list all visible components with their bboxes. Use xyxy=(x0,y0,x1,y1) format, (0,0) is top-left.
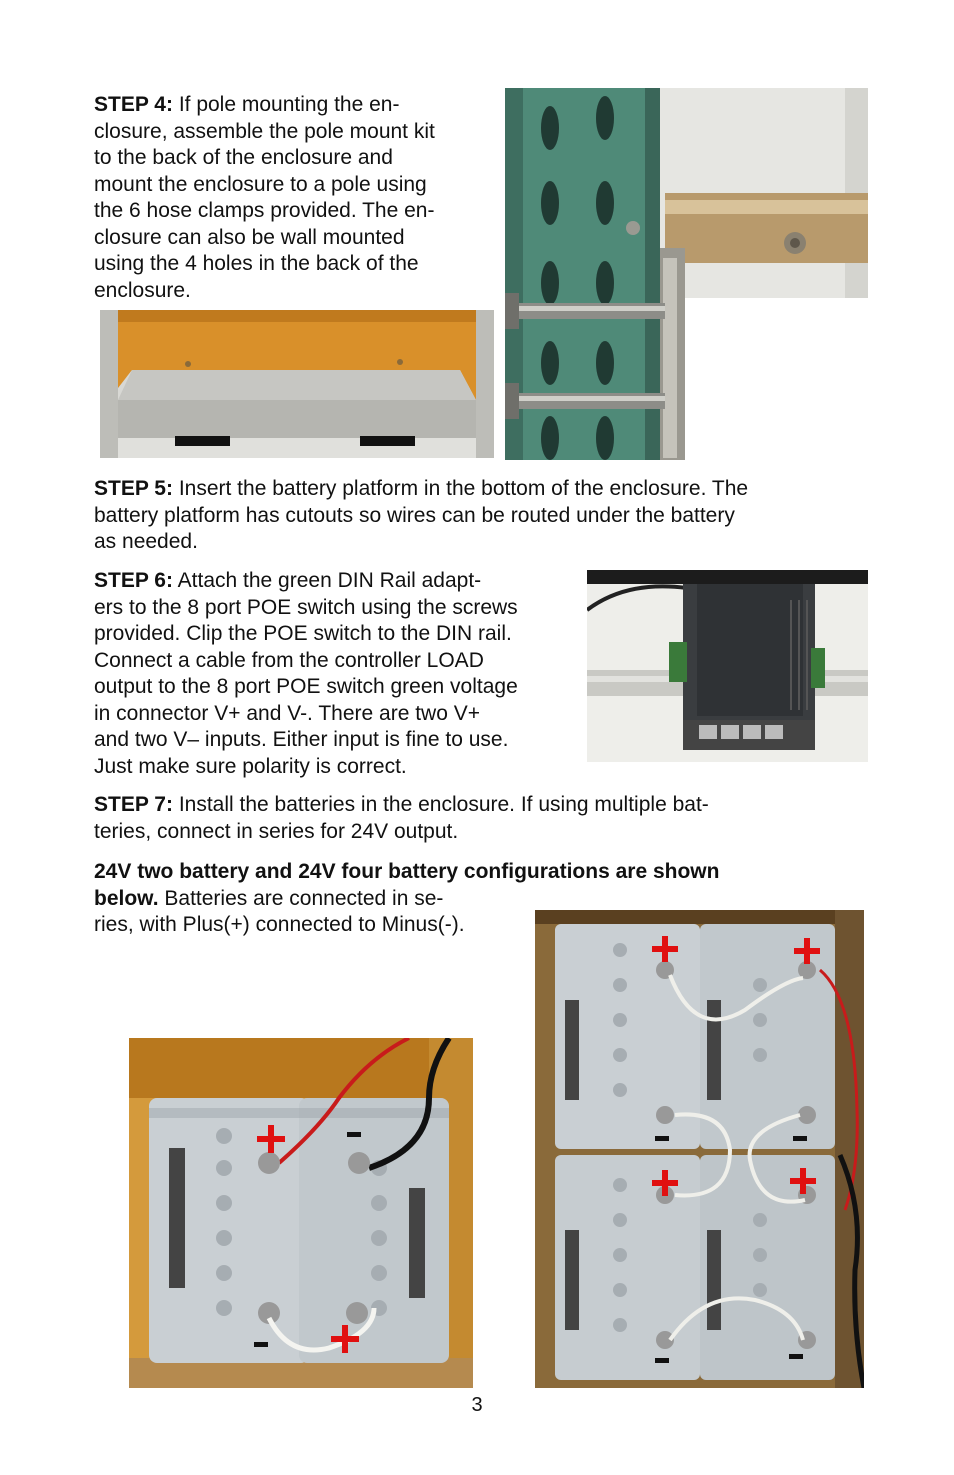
step4-label: STEP 4: xyxy=(94,93,173,116)
minus-marker xyxy=(347,1132,361,1137)
step5-text: STEP 5: Insert the battery platform in the bottom of the enclosure. The battery platform has cutouts so wires can be routed under the battery as needed. xyxy=(94,477,749,553)
config-heading: 24V two battery and 24V four battery configurations are shown xyxy=(94,860,720,883)
step7-text: STEP 7: Install the batteries in the enclosure. If using multiple bat- teries, connect in series for 24V output. xyxy=(94,793,709,843)
step4-text: STEP 4: If pole mounting the en- closure, assemble the pole mount kit to the back of the enclosure and mount the enclosure to a pole using the 6 hose clamps provided. The en- closure can also be wall mounted using the 4 holes in the back of the enclosure. xyxy=(94,93,435,302)
step6-text: STEP 6: Attach the green DIN Rail adapt- ers to the 8 port POE switch using the screws provided. Clip the POE switch to the DIN rail. Connect a cable from the controller LOAD output to the 8 port POE switch green voltage in connector V+ and V-. There are two V+ and two V– inputs. Either input is fine to use. Just make sure polarity is correct. xyxy=(94,569,518,778)
config-label: below. xyxy=(94,886,159,910)
step7-label: STEP 7: xyxy=(94,793,173,816)
page-number: 3 xyxy=(471,1394,483,1416)
two-battery-photo xyxy=(129,1038,473,1388)
pole-mount-photo xyxy=(505,88,868,460)
minus-marker xyxy=(789,1354,803,1359)
step5-label: STEP 5: xyxy=(94,477,173,500)
minus-marker xyxy=(655,1136,669,1141)
config-text: 24V two battery and 24V four battery configurations are shown below. Batteries are connected in se- ries, with Plus(+) connected to Minus(-). xyxy=(94,860,720,936)
minus-marker xyxy=(793,1136,807,1141)
poe-switch-photo xyxy=(587,570,868,762)
battery-platform-photo xyxy=(100,310,494,458)
four-battery-photo xyxy=(535,910,864,1388)
minus-marker xyxy=(254,1342,268,1347)
step6-label: STEP 6: xyxy=(94,569,173,592)
minus-marker xyxy=(655,1358,669,1363)
